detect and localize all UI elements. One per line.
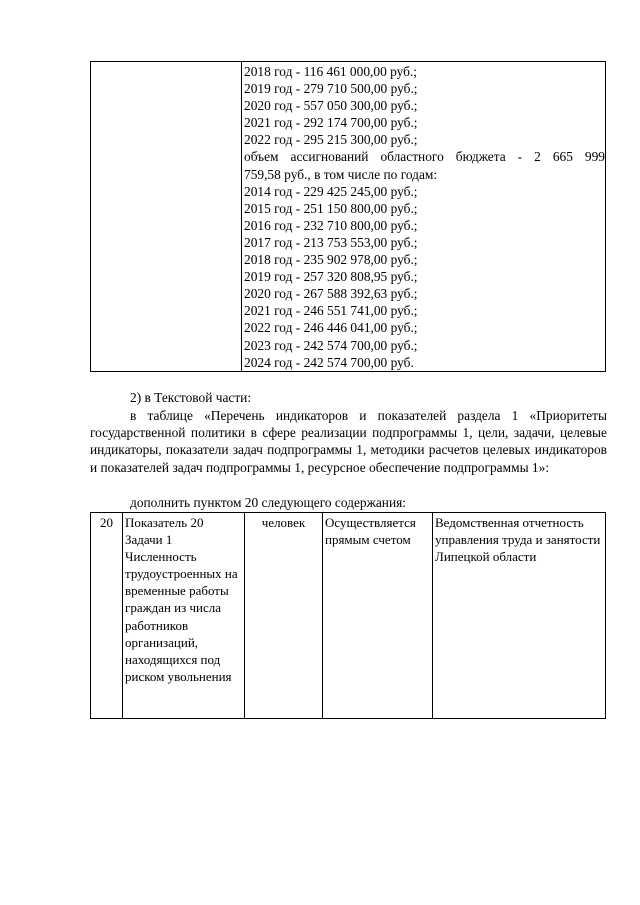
method-cell: Осуществляется прямым счетом <box>323 513 433 719</box>
regional-year-line: 2015 год - 251 150 800,00 руб.; <box>244 200 418 216</box>
budget-amounts-cell <box>242 62 606 372</box>
item-heading: 2) в Текстовой части: <box>130 390 252 405</box>
regional-year-line: 2021 год - 246 551 741,00 руб.; <box>244 303 418 319</box>
regional-year-line: 2022 год - 246 446 041,00 руб.; <box>244 320 418 336</box>
federal-year-line: 2020 год - 557 050 300,00 руб.; <box>244 98 418 114</box>
source-cell: Ведомственная отчетность управления труда и занятости Липецкой области <box>433 513 606 719</box>
regional-year-line: 2016 год - 232 710 800,00 руб.; <box>244 217 418 233</box>
regional-budget-intro: объем ассигнований областного бюджета - 2 665 999 <box>244 149 605 165</box>
regional-year-line: 2019 год - 257 320 808,95 руб.; <box>244 269 418 285</box>
supplement-line: дополнить пунктом 20 следующего содержания: <box>130 495 407 510</box>
table-reference-paragraph: в таблице «Перечень индикаторов и показателей раздела 1 «Приоритеты государственной политики в сфере реализации подпрограммы 1, цели, задачи, целевые индикаторы, показатели задач подпрограммы 1, методики расчетов целевых индикаторов и показателей задач подпрограммы 1, ресурсное обеспечение подпрограммы 1»: <box>90 408 607 475</box>
empty-label-cell <box>91 62 242 372</box>
new-indicator-table <box>90 512 606 719</box>
regional-year-line: 2017 год - 213 753 553,00 руб.; <box>244 234 418 250</box>
unit-cell: человек <box>245 513 323 719</box>
budget-table-fragment <box>90 61 606 372</box>
federal-year-line: 2018 год - 116 461 000,00 руб.; <box>244 64 418 79</box>
regional-budget-intro-cont: 759,58 руб., в том числе по годам: <box>244 166 438 182</box>
regional-year-line: 2018 год - 235 902 978,00 руб.; <box>244 252 418 268</box>
federal-year-line: 2019 год - 279 710 500,00 руб.; <box>244 81 418 97</box>
regional-year-line: 2014 год - 229 425 245,00 руб.; <box>244 183 418 199</box>
table-row <box>91 513 606 719</box>
indicator-name-cell: Показатель 20 Задачи 1 Численность трудоустроенных на временные работы граждан из числа работников организаций, находящихся под риском увольнения <box>123 513 245 719</box>
row-number-cell: 20 <box>91 513 123 719</box>
federal-year-line: 2022 год - 295 215 300,00 руб.; <box>244 132 418 148</box>
regional-year-line: 2024 год - 242 574 700,00 руб. <box>244 354 414 370</box>
regional-year-line: 2020 год - 267 588 392,63 руб.; <box>244 286 418 302</box>
federal-year-line: 2021 год - 292 174 700,00 руб.; <box>244 115 418 131</box>
regional-year-line: 2023 год - 242 574 700,00 руб.; <box>244 337 418 353</box>
